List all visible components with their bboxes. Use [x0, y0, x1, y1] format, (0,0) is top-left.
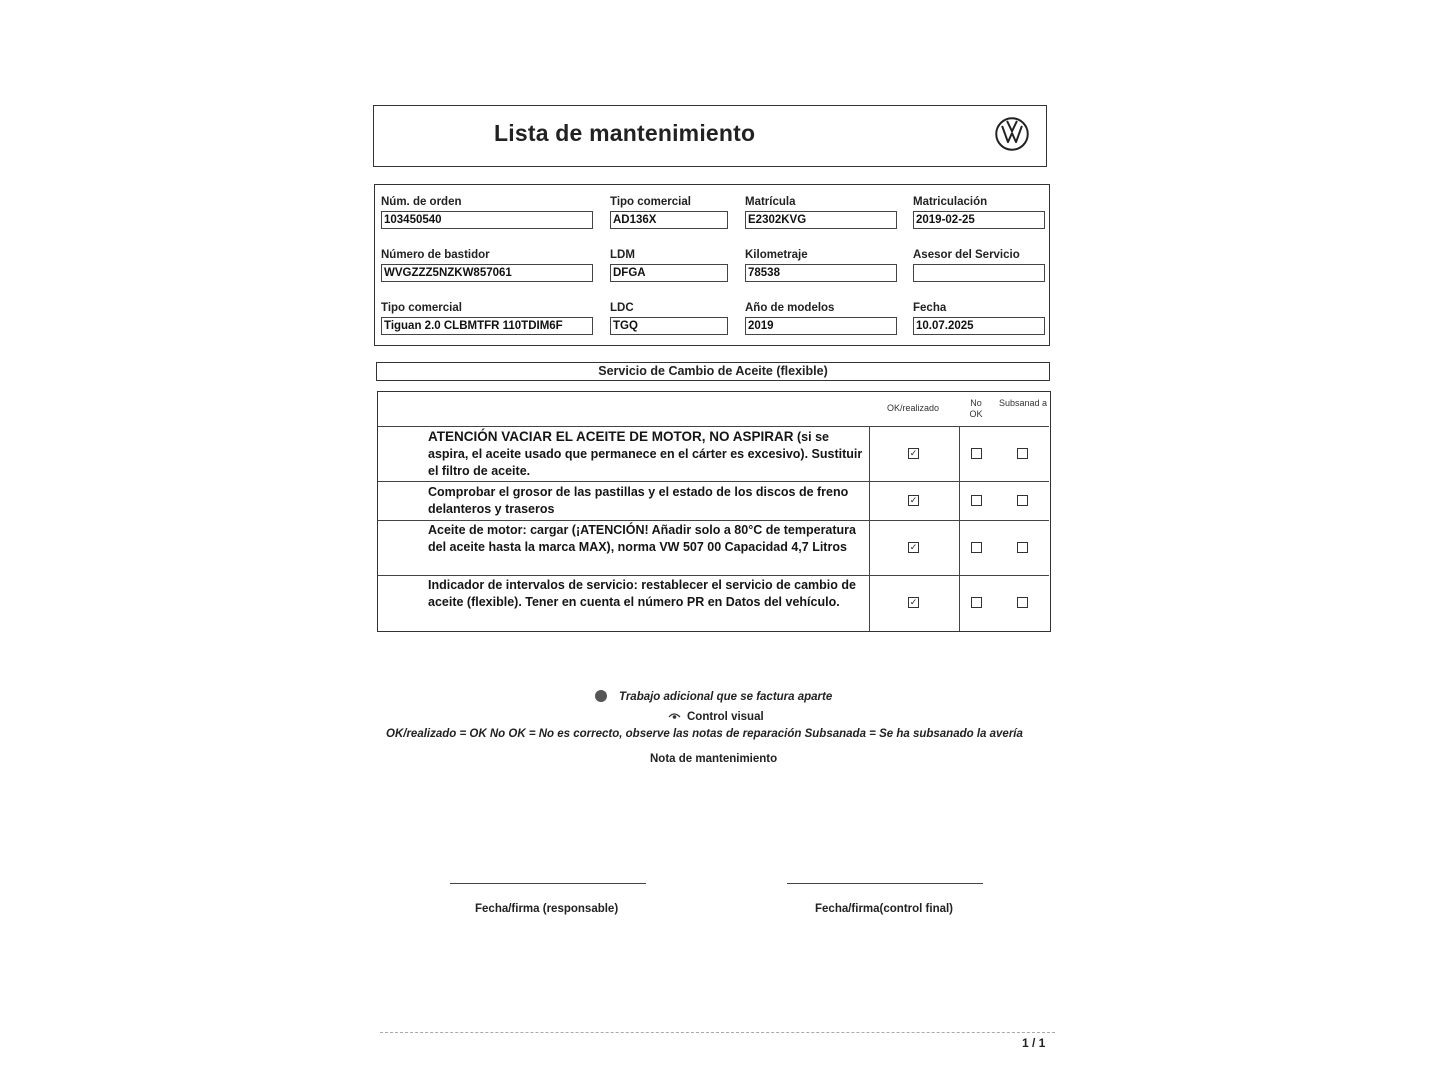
table-header-divider: [378, 426, 1049, 427]
model-type-field: [381, 301, 593, 335]
signature-line-final-control: [787, 883, 983, 884]
ldc-value: TGQ: [610, 317, 728, 335]
registration-label: Matriculación: [913, 196, 988, 208]
ok-checkbox[interactable]: [908, 495, 919, 506]
advisor-value: [913, 264, 1045, 282]
commercial-type-value: AD136X: [610, 211, 728, 229]
ldm-label: LDM: [610, 249, 635, 261]
plate-value: E2302KVG: [745, 211, 897, 229]
ldm-value: DFGA: [610, 264, 728, 282]
task-1-lead: ATENCIÓN VACIAR EL ACEITE DE MOTOR, NO ASPIRAR: [428, 429, 794, 444]
mileage-label: Kilometraje: [745, 249, 808, 261]
checklist-table: [377, 391, 1051, 632]
plate-field: [745, 195, 897, 229]
plate-label: Matrícula: [745, 196, 796, 208]
registration-value: 2019-02-25: [913, 211, 1045, 229]
no-ok-checkbox[interactable]: [971, 597, 982, 608]
model-type-label: Tipo comercial: [381, 302, 462, 314]
no-ok-checkbox[interactable]: [971, 542, 982, 553]
model-type-value: Tiguan 2.0 CLBMTFR 110TDIM6F: [381, 317, 593, 335]
no-ok-checkbox[interactable]: [971, 448, 982, 459]
task-2-text: Comprobar el grosor de las pastillas y el estado de los discos de freno delanteros y traseros: [428, 485, 849, 516]
check-icon: ✓: [909, 495, 918, 505]
ok-checkbox[interactable]: [908, 448, 919, 459]
ok-checkbox[interactable]: [908, 597, 919, 608]
date-value: 10.07.2025: [913, 317, 1045, 335]
model-year-label: Año de modelos: [745, 302, 835, 314]
vin-value: WVGZZZ5NZKW857061: [381, 264, 593, 282]
legend-extra-work-text: Trabajo adicional que se factura aparte: [619, 691, 833, 703]
vin-field: [381, 248, 593, 282]
registration-field: [913, 195, 1045, 229]
column-divider: [869, 426, 870, 631]
task-row-3: [428, 522, 868, 556]
signature-line-responsible: [450, 883, 646, 884]
header-ok: OK/realizado: [886, 403, 940, 413]
task-row-2: [428, 484, 868, 518]
check-icon: ✓: [909, 542, 918, 552]
footer-divider: [380, 1032, 1055, 1033]
no-ok-checkbox[interactable]: [971, 495, 982, 506]
model-year-value: 2019: [745, 317, 897, 335]
task-4-text: Indicador de intervalos de servicio: restablecer el servicio de cambio de aceite (flexible). Tener en cuenta el número PR en Datos del vehículo.: [428, 578, 856, 609]
legend-explanation: OK/realizado = OK No OK = No es correcto, observe las notas de reparación Subsanada = Se ha subsanado la avería: [386, 728, 1023, 740]
filled-dot-icon: [595, 690, 607, 702]
legend-visual-control-text: Control visual: [687, 711, 764, 723]
advisor-field: [913, 248, 1045, 282]
page-number: 1 / 1: [1022, 1036, 1046, 1050]
advisor-label: Asesor del Servicio: [913, 249, 1020, 261]
date-label: Fecha: [913, 302, 947, 314]
legend-extra-work: [595, 690, 832, 703]
model-year-field: [745, 301, 897, 335]
mileage-field: [745, 248, 897, 282]
fixed-checkbox[interactable]: [1017, 542, 1028, 553]
fixed-checkbox[interactable]: [1017, 448, 1028, 459]
order-number-field: [381, 195, 593, 229]
row-divider: [378, 520, 1049, 521]
order-number-label: Núm. de orden: [381, 196, 462, 208]
ldc-field: [610, 301, 728, 335]
check-icon: ✓: [909, 597, 918, 607]
header-no-ok: No OK: [969, 398, 983, 419]
date-field: [913, 301, 1045, 335]
vw-logo-icon: [994, 116, 1030, 152]
column-divider: [959, 426, 960, 631]
vin-label: Número de bastidor: [381, 249, 490, 261]
document-title: Lista de mantenimiento: [494, 120, 756, 146]
signature-label-responsible: Fecha/firma (responsable): [475, 903, 619, 915]
signature-label-final-control: Fecha/firma(control final): [815, 903, 954, 915]
eye-icon: [668, 711, 681, 721]
ok-checkbox[interactable]: [908, 542, 919, 553]
fixed-checkbox[interactable]: [1017, 495, 1028, 506]
ldm-field: [610, 248, 728, 282]
order-number-value: 103450540: [381, 211, 593, 229]
commercial-type-label: Tipo comercial: [610, 196, 691, 208]
commercial-type-field: [610, 195, 728, 229]
ldc-label: LDC: [610, 302, 634, 314]
legend-visual-control: [668, 711, 764, 723]
check-icon: ✓: [909, 448, 918, 458]
mileage-value: 78538: [745, 264, 897, 282]
fixed-checkbox[interactable]: [1017, 597, 1028, 608]
vehicle-info-panel: [374, 184, 1050, 346]
section-title: Servicio de Cambio de Aceite (flexible): [376, 362, 1050, 381]
header-fixed: Subsanad a: [998, 398, 1048, 408]
row-divider: [378, 481, 1049, 482]
task-3-text: Aceite de motor: cargar (¡ATENCIÓN! Añadir solo a 80°C de temperatura del aceite hasta la marca MAX), norma VW 507 00 Capacidad 4,7 Litros: [428, 523, 857, 554]
row-divider: [378, 575, 1049, 576]
task-1-text: (si se aspira, el aceite usado que permanece en el cárter es excesivo). Sustituir el filtro de aceite.: [428, 430, 863, 478]
document-header: [373, 105, 1047, 167]
task-row-4: [428, 577, 868, 611]
task-row-1: [428, 428, 868, 480]
maintenance-note-title: Nota de mantenimiento: [650, 753, 778, 765]
